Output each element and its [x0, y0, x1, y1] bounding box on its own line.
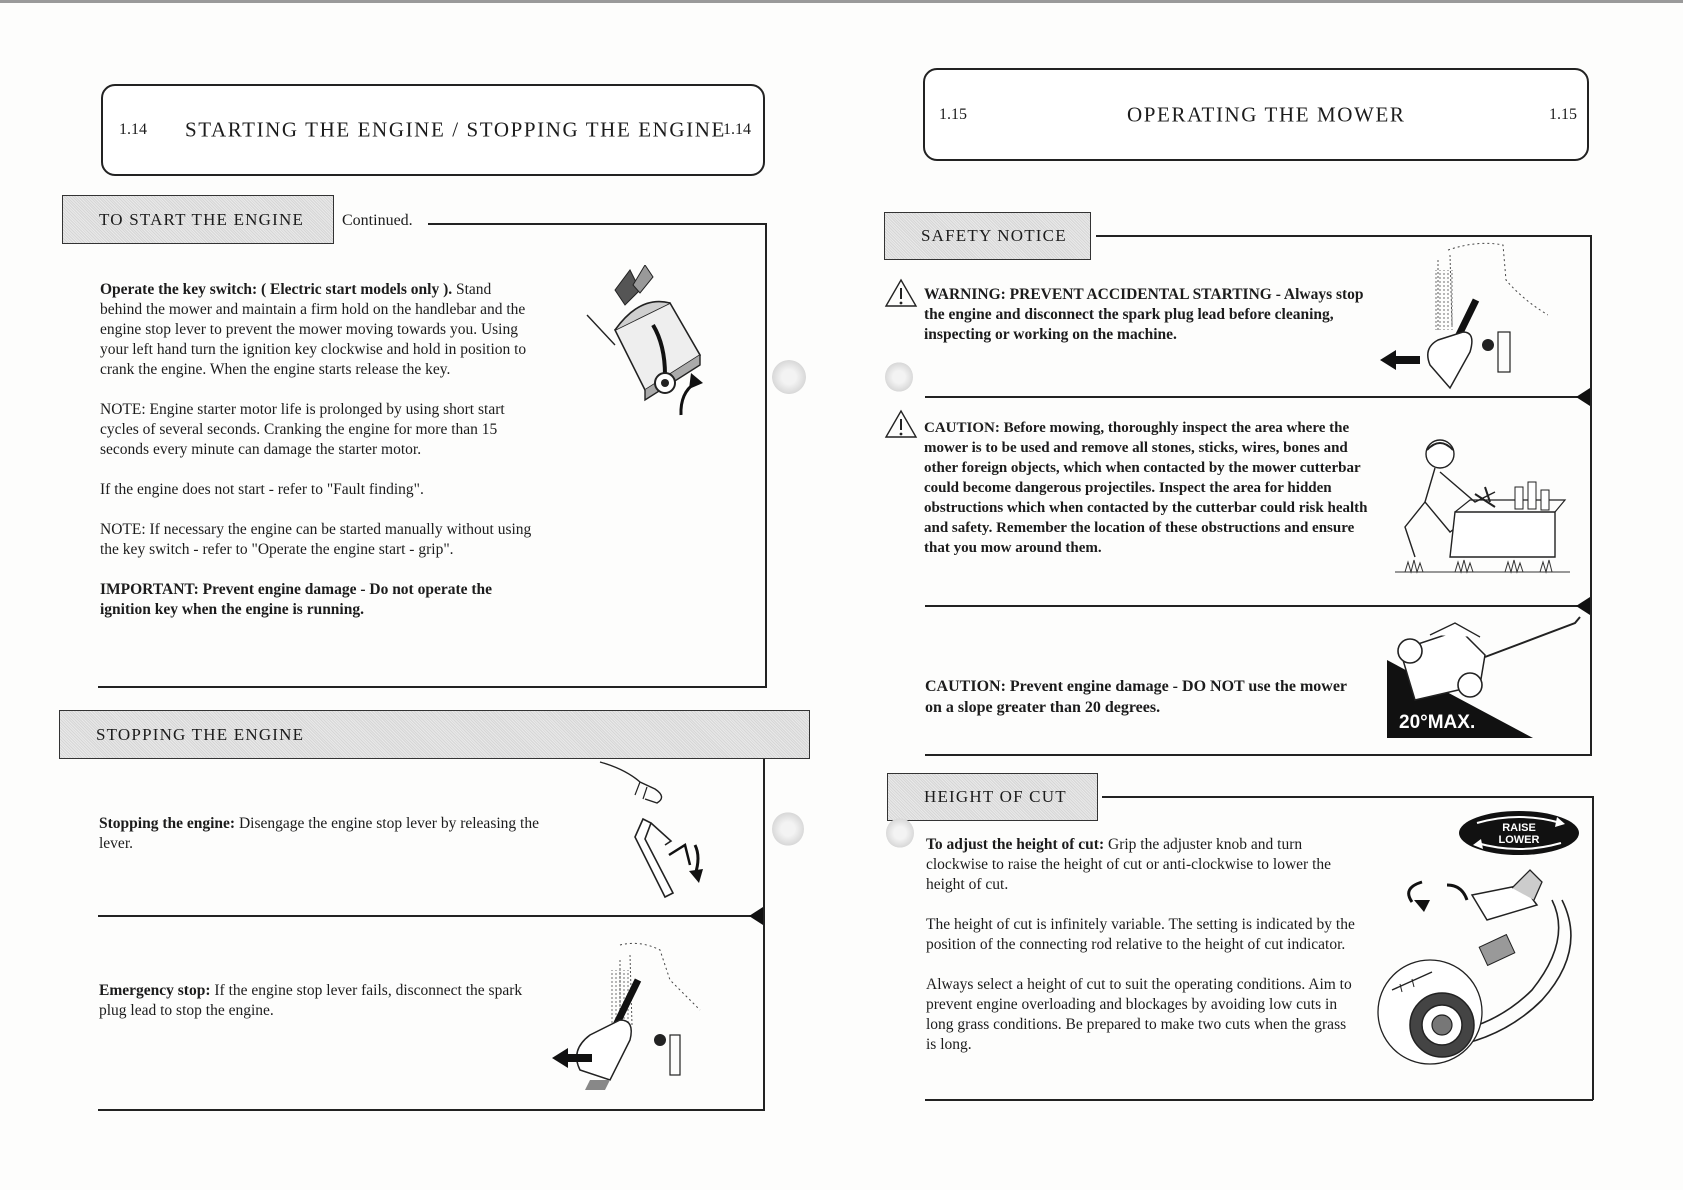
section-number-left: 1.14	[119, 121, 147, 138]
caution-triangle-icon	[884, 409, 918, 439]
start-box-bottom-rule	[98, 686, 766, 688]
lower-label: LOWER	[1498, 834, 1540, 846]
scan-speck	[886, 818, 914, 848]
section-label-start-engine: TO START THE ENGINE	[62, 195, 334, 244]
section-number-right: 1.14	[723, 121, 751, 138]
height-box-right-rule	[1592, 796, 1594, 1100]
important-text: IMPORTANT: Prevent engine damage - Do not operate the ignition key when the engine is running.	[100, 581, 493, 618]
slope-badge: 20°MAX.	[1399, 712, 1476, 733]
page-title: OPERATING THE MOWER	[1127, 102, 1406, 126]
height-box-top-rule	[1102, 796, 1593, 798]
start-box-right-rule	[765, 223, 767, 688]
continued-note: Continued.	[342, 212, 413, 229]
section-number-right: 1.15	[1549, 105, 1577, 123]
scan-speck	[772, 812, 804, 846]
section-label-safety-notice: SAFETY NOTICE	[884, 212, 1091, 260]
emergency-stop-paragraph	[99, 981, 549, 1021]
stop-box-right-rule	[763, 759, 765, 1111]
warning-accidental-starting: WARNING: PREVENT ACCIDENTAL STARTING - Always stop the engine and disconnect the spark plug lead before cleaning, inspecting or working on the machine.	[924, 286, 1364, 343]
clearing-debris-illustration	[1395, 432, 1570, 582]
manual-start-text: If necessary the engine can be started manually without using the key switch - refer to "Operate the engine start - grip".	[100, 521, 532, 558]
stopping-paragraph	[99, 814, 549, 854]
select-height-paragraph: Always select a height of cut to suit the operating conditions. Aim to prevent engine overloading and blockages by avoiding low cuts in long grass conditions. Be prepared to make two cuts when the grass is long.	[926, 976, 1352, 1053]
safety-box-top-rule	[1096, 235, 1591, 237]
emergency-stop-text: If the engine stop lever fails, disconnect the spark plug lead to stop the engine.	[99, 982, 523, 1019]
fault-finding-paragraph: If the engine does not start - refer to "Fault finding".	[100, 481, 424, 498]
variable-height-paragraph: The height of cut is infinitely variable. The setting is indicated by the position of the connecting rod relative to the height of cut indicator.	[926, 916, 1355, 953]
starter-note-paragraph	[100, 400, 536, 460]
key-switch-illustration	[585, 265, 725, 425]
height-adjuster-illustration	[1372, 860, 1592, 1080]
emergency-stop-heading: Emergency stop:	[99, 982, 211, 999]
key-switch-heading: Operate the key switch: ( Electric start models only ).	[100, 281, 453, 298]
adjust-height-text: Grip the adjuster knob and turn clockwise to raise the height of cut or anti-clockwise to lower the height of cut.	[926, 836, 1332, 893]
stop-lever-illustration	[595, 757, 725, 907]
stop-box-bottom-rule	[98, 1109, 764, 1111]
safety-box-right-rule	[1590, 235, 1592, 755]
stopping-text: Disengage the engine stop lever by releasing the lever.	[99, 815, 539, 852]
scan-speck	[772, 360, 806, 394]
slope-limit-illustration	[1385, 615, 1585, 740]
important-paragraph	[100, 580, 536, 620]
safety-box-bottom-rule	[925, 754, 1592, 756]
safety-divider-1	[925, 396, 1590, 398]
scan-speck	[885, 362, 913, 392]
scan-top-edge	[0, 0, 1683, 3]
height-of-cut-instructions	[926, 835, 1358, 1055]
spark-plug-lead-illustration	[550, 940, 720, 1090]
raise-lower-badge-icon	[1457, 809, 1581, 857]
starter-note-text: Engine starter motor life is prolonged by using short start cycles of several seconds. Cranking the engine for more than 15 seconds every minute can damage the starter motor.	[100, 401, 505, 458]
disconnect-spark-plug-illustration	[1378, 240, 1548, 390]
divider-marker	[1576, 597, 1590, 615]
stop-divider-rule	[98, 915, 763, 917]
section-label-stopping-engine: STOPPING THE ENGINE	[59, 710, 810, 759]
height-box-bottom-rule	[925, 1099, 1593, 1101]
section-label-height-of-cut: HEIGHT OF CUT	[887, 773, 1098, 821]
divider-marker	[1576, 388, 1590, 406]
adjust-height-paragraph	[926, 835, 1358, 895]
raise-label: RAISE	[1502, 822, 1536, 834]
left-page-header	[101, 84, 765, 176]
caution-slope: CAUTION: Prevent engine damage - DO NOT use the mower on a slope greater than 20 degrees.	[925, 678, 1347, 716]
key-switch-paragraph	[100, 280, 536, 380]
manual-start-heading: NOTE:	[100, 521, 146, 538]
starter-note-heading: NOTE:	[100, 401, 146, 418]
section-number-left: 1.15	[939, 105, 967, 123]
start-box-top-rule	[428, 223, 766, 225]
adjust-height-heading: To adjust the height of cut:	[926, 836, 1105, 853]
start-instructions	[100, 280, 536, 620]
caution-inspect-area: CAUTION: Before mowing, thoroughly inspect the area where the mower is to be used and remove all stones, sticks, wires, bones and other foreign objects, which when contacted by the mower cutterbar could become dangerous projectiles. Inspect the area for hidden obstructions which when contacted by the cutterbar could risk health and safety. Remember the location of these obstructions and ensure that you mow around them.	[924, 420, 1368, 556]
stopping-heading: Stopping the engine:	[99, 815, 236, 832]
warning-triangle-icon	[884, 278, 918, 308]
page-title: STARTING THE ENGINE / STOPPING THE ENGINE	[185, 117, 726, 142]
safety-divider-2	[925, 605, 1590, 607]
right-page-header	[923, 68, 1589, 161]
manual-start-paragraph	[100, 520, 536, 560]
key-switch-text: Stand behind the mower and maintain a firm hold on the handlebar and the engine stop lever to prevent the mower moving towards you. Using your left hand turn the ignition key clockwise and hold in position to crank the engine. When the engine starts release the key.	[100, 281, 527, 378]
divider-marker	[749, 907, 763, 925]
